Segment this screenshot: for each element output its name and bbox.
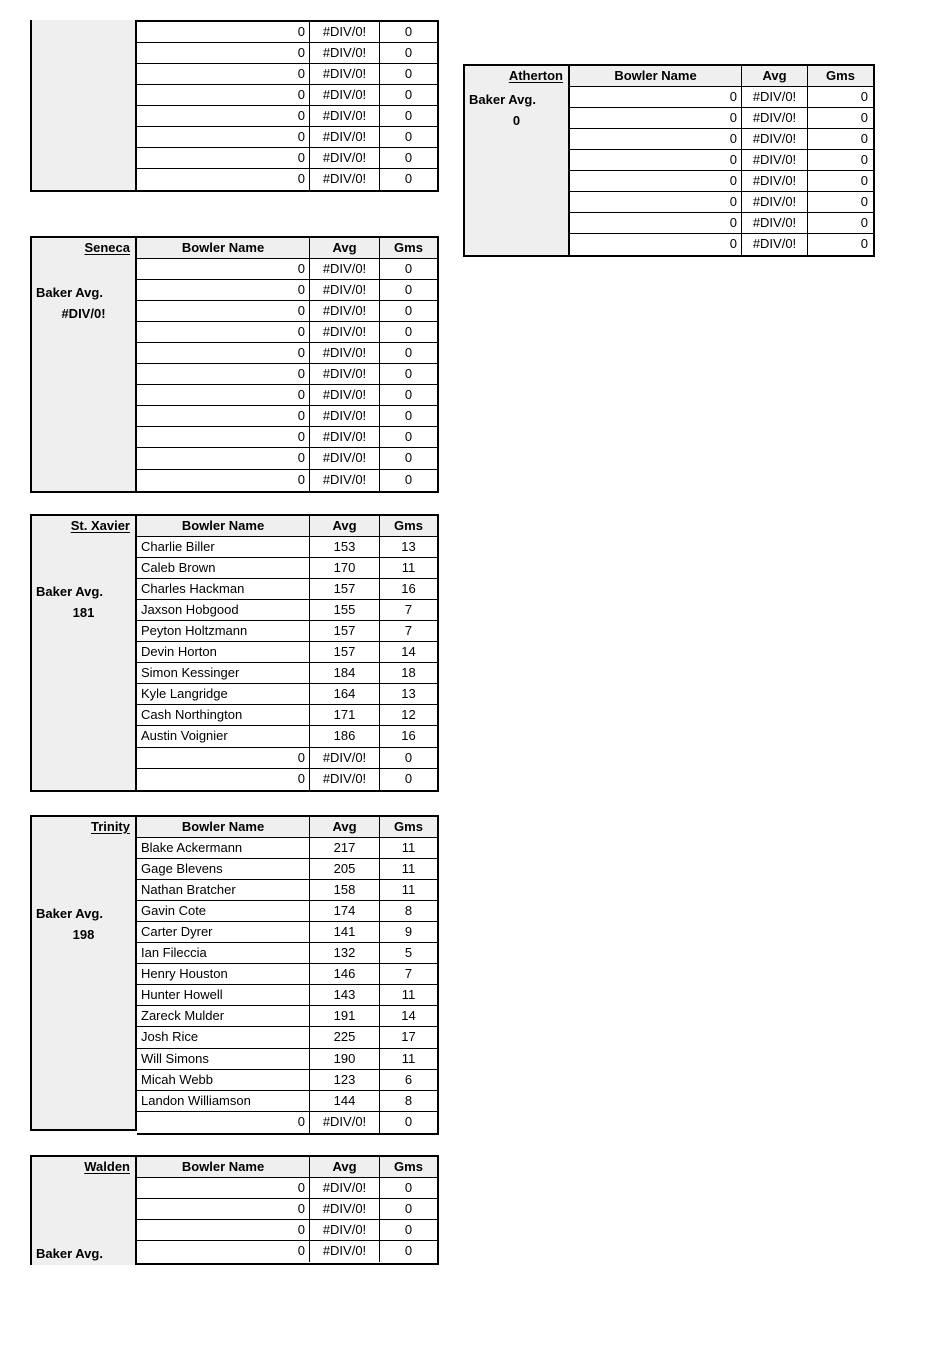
avg-cell[interactable]: #DIV/0! [310,748,380,769]
avg-cell[interactable]: #DIV/0! [310,343,380,364]
bowler-name-cell[interactable]: Kyle Langridge [137,684,310,705]
avg-cell[interactable]: 174 [310,901,380,922]
team-sidebar [463,64,570,257]
gms-cell[interactable]: 0 [380,322,437,343]
team-sidebar [30,1155,137,1265]
column-header-bowler-name[interactable]: Bowler Name [137,1157,310,1178]
bowler-name-cell[interactable]: 0 [137,301,310,322]
gms-cell[interactable]: 0 [808,129,873,150]
gms-cell[interactable]: 0 [860,236,868,252]
gms-cell[interactable]: 11 [380,985,437,1006]
gms-cell[interactable]: 0 [380,301,437,322]
bowler-name-cell[interactable]: 0 [137,448,310,469]
bowler-name-cell[interactable]: 0 [137,85,310,106]
gms-cell[interactable]: 0 [404,1243,413,1259]
gms-cell[interactable]: 0 [404,770,413,786]
avg-cell[interactable]: #DIV/0! [742,234,808,255]
bowler-name-cell[interactable]: Nathan Bratcher [137,880,310,901]
baker-avg-label[interactable]: Baker Avg. [36,906,103,921]
bowler-name-cell[interactable]: 0 [137,64,310,85]
bowler-name-cell[interactable]: Charlie Biller [137,537,310,558]
column-header-gms[interactable]: Gms [380,817,437,838]
gms-cell[interactable]: 0 [380,1178,437,1199]
bowler-name-cell[interactable]: 0 [137,385,310,406]
team-block-continued [30,20,439,192]
baker-avg-block [32,1243,135,1264]
gms-cell[interactable]: 7 [380,621,437,642]
bowler-name-cell[interactable]: 0 [137,769,310,790]
avg-cell[interactable]: 157 [310,642,380,663]
bowler-name-cell[interactable]: 0 [137,1241,310,1262]
team-table [137,20,439,192]
avg-cell[interactable]: #DIV/0! [310,148,380,169]
avg-cell[interactable]: #DIV/0! [310,427,380,448]
avg-cell[interactable]: #DIV/0! [310,280,380,301]
team-sidebar [30,514,137,792]
gms-cell[interactable]: 6 [380,1070,437,1091]
gms-cell[interactable]: 0 [808,108,873,129]
bowler-name-cell[interactable]: 0 [137,1112,310,1133]
bowler-name-cell[interactable]: Caleb Brown [137,558,310,579]
column-header-avg[interactable]: Avg [310,1157,380,1178]
avg-cell[interactable]: 225 [310,1027,380,1048]
avg-cell[interactable]: #DIV/0! [310,301,380,322]
bowler-name-cell[interactable]: 0 [137,748,310,769]
avg-cell[interactable]: 164 [310,684,380,705]
avg-cell[interactable]: #DIV/0! [310,43,380,64]
avg-cell[interactable]: #DIV/0! [310,470,380,491]
bowler-name-cell[interactable]: 0 [137,127,310,148]
gms-cell[interactable]: 8 [380,901,437,922]
baker-avg-block [32,282,135,324]
gms-cell[interactable]: 0 [380,106,437,127]
bowler-name-cell[interactable]: 0 [137,322,310,343]
baker-avg-value[interactable]: 0 [512,113,521,129]
avg-cell[interactable]: #DIV/0! [310,1199,380,1220]
gms-cell[interactable]: 16 [380,726,437,747]
avg-cell[interactable]: 191 [310,1006,380,1027]
avg-cell[interactable]: #DIV/0! [742,87,808,108]
avg-cell[interactable]: #DIV/0! [742,108,808,129]
avg-cell[interactable]: #DIV/0! [310,85,380,106]
team-block-walden [30,1155,439,1265]
avg-cell[interactable]: #DIV/0! [310,1112,380,1133]
bowler-name-cell[interactable]: Josh Rice [137,1027,310,1048]
bowler-name-cell[interactable]: 0 [570,129,742,150]
bowler-name-cell[interactable]: Devin Horton [137,642,310,663]
bowler-name-cell[interactable]: Micah Webb [137,1070,310,1091]
gms-cell[interactable]: 11 [380,558,437,579]
gms-cell[interactable]: 5 [380,943,437,964]
bowler-name-cell[interactable]: 0 [137,1220,310,1241]
baker-avg-label[interactable]: Baker Avg. [469,92,536,107]
team-name-cell[interactable]: Walden [84,1159,130,1174]
gms-cell[interactable]: 0 [380,385,437,406]
team-name-cell[interactable]: Seneca [84,240,130,255]
bowler-name-cell[interactable]: Simon Kessinger [137,663,310,684]
bowler-name-cell[interactable]: 0 [137,259,310,280]
avg-cell[interactable]: #DIV/0! [742,150,808,171]
gms-cell[interactable]: 7 [380,964,437,985]
column-header-bowler-name[interactable]: Bowler Name [137,817,310,838]
avg-cell[interactable]: 155 [310,600,380,621]
bowler-name-cell[interactable]: Ian Fileccia [137,943,310,964]
gms-cell[interactable]: 12 [380,705,437,726]
avg-cell[interactable]: #DIV/0! [742,192,808,213]
gms-cell[interactable]: 16 [380,579,437,600]
avg-cell[interactable]: #DIV/0! [310,169,380,190]
gms-cell[interactable]: 0 [380,343,437,364]
avg-cell[interactable]: 157 [310,621,380,642]
bowler-name-cell[interactable]: 0 [137,106,310,127]
gms-cell[interactable]: 0 [380,1220,437,1241]
avg-cell[interactable]: 144 [310,1091,380,1112]
gms-cell[interactable]: 17 [380,1027,437,1048]
avg-cell[interactable]: 186 [310,726,380,747]
gms-cell[interactable]: 0 [404,471,413,487]
gms-cell[interactable]: 0 [380,22,437,43]
bowler-name-cell[interactable]: 0 [137,470,310,491]
bowler-name-cell[interactable]: 0 [137,1199,310,1220]
gms-cell[interactable]: 11 [380,1049,437,1070]
bowler-name-cell[interactable]: 0 [137,43,310,64]
gms-cell[interactable]: 0 [380,364,437,385]
avg-cell[interactable]: #DIV/0! [310,1241,380,1262]
baker-avg-block [32,903,135,945]
gms-cell[interactable]: 0 [808,150,873,171]
avg-cell[interactable]: 132 [310,943,380,964]
avg-cell[interactable]: #DIV/0! [310,64,380,85]
bowler-name-cell[interactable]: 0 [570,213,742,234]
baker-avg-label[interactable]: Baker Avg. [36,285,103,300]
column-header-avg[interactable]: Avg [310,817,380,838]
gms-cell[interactable]: 8 [380,1091,437,1112]
avg-cell[interactable]: #DIV/0! [310,385,380,406]
bowler-name-cell[interactable]: Gage Blevens [137,859,310,880]
team-sidebar [30,815,137,1131]
avg-cell[interactable]: 171 [310,705,380,726]
team-name-cell[interactable]: St. Xavier [70,518,130,533]
bowler-name-cell[interactable]: 0 [137,406,310,427]
gms-cell[interactable]: 13 [380,537,437,558]
avg-cell[interactable]: #DIV/0! [310,406,380,427]
team-table [137,236,439,493]
column-header-bowler-name[interactable]: Bowler Name [570,66,742,87]
baker-avg-value[interactable]: 181 [72,605,95,621]
bowler-name-cell[interactable]: Landon Williamson [137,1091,310,1112]
gms-cell[interactable]: 0 [404,1113,413,1129]
gms-cell[interactable]: 0 [380,448,437,469]
avg-cell[interactable]: #DIV/0! [310,127,380,148]
gms-cell[interactable]: 13 [380,684,437,705]
gms-cell[interactable]: 0 [380,280,437,301]
bowler-name-cell[interactable]: 0 [570,150,742,171]
avg-cell[interactable]: 146 [310,964,380,985]
gms-cell[interactable]: 0 [380,148,437,169]
gms-cell[interactable]: 0 [380,85,437,106]
gms-cell[interactable]: 0 [808,192,873,213]
avg-cell[interactable]: #DIV/0! [310,1178,380,1199]
gms-cell[interactable]: 14 [380,1006,437,1027]
gms-cell[interactable]: 0 [380,127,437,148]
bowler-name-cell[interactable]: 0 [137,169,310,190]
gms-cell[interactable]: 18 [380,663,437,684]
bowler-name-cell[interactable]: Hunter Howell [137,985,310,1006]
gms-cell[interactable]: 11 [380,880,437,901]
baker-avg-block [465,89,568,131]
team-table [137,1155,439,1265]
bowler-name-cell[interactable]: Charles Hackman [137,579,310,600]
bowler-name-cell[interactable]: Cash Northington [137,705,310,726]
avg-cell[interactable]: #DIV/0! [310,259,380,280]
column-header-gms[interactable]: Gms [380,516,437,537]
gms-cell[interactable]: 0 [404,171,413,187]
bowler-name-cell[interactable]: Gavin Cote [137,901,310,922]
team-block-atherton [463,64,875,257]
baker-avg-value[interactable]: 198 [72,927,95,943]
avg-cell[interactable]: 205 [310,859,380,880]
team-block-seneca [30,236,439,493]
avg-cell[interactable]: #DIV/0! [310,448,380,469]
avg-cell[interactable]: 123 [310,1070,380,1091]
column-header-gms[interactable]: Gms [808,66,873,87]
avg-cell[interactable]: #DIV/0! [310,22,380,43]
team-block-trinity [30,815,439,1135]
avg-cell[interactable]: #DIV/0! [310,106,380,127]
bowler-name-cell[interactable]: Henry Houston [137,964,310,985]
bowler-name-cell[interactable]: 0 [137,364,310,385]
bowler-name-cell[interactable]: 0 [137,280,310,301]
team-block-st-xavier [30,514,439,792]
baker-avg-value[interactable]: #DIV/0! [61,306,106,322]
gms-cell[interactable]: 0 [380,1199,437,1220]
bowler-name-cell[interactable]: 0 [137,22,310,43]
gms-cell[interactable]: 7 [380,600,437,621]
gms-cell[interactable]: 0 [380,406,437,427]
avg-cell[interactable]: 170 [310,558,380,579]
gms-cell[interactable]: 0 [808,213,873,234]
bowler-name-cell[interactable]: 0 [137,343,310,364]
gms-cell[interactable]: 0 [808,87,873,108]
baker-avg-block [32,581,135,623]
baker-avg-label[interactable]: Baker Avg. [36,1246,103,1261]
team-name-cell[interactable]: Atherton [508,68,563,83]
team-sidebar [30,236,137,493]
bowler-name-cell[interactable]: 0 [137,148,310,169]
gms-cell[interactable]: 0 [808,171,873,192]
avg-cell[interactable]: 184 [310,663,380,684]
avg-cell[interactable]: #DIV/0! [742,213,808,234]
gms-cell[interactable]: 0 [380,43,437,64]
bowler-name-cell[interactable]: Will Simons [137,1049,310,1070]
avg-cell[interactable]: #DIV/0! [310,322,380,343]
column-header-avg[interactable]: Avg [310,516,380,537]
avg-cell[interactable]: #DIV/0! [742,129,808,150]
team-table [137,514,439,792]
column-header-gms[interactable]: Gms [380,1157,437,1178]
team-sidebar [30,20,137,192]
column-header-bowler-name[interactable]: Bowler Name [137,238,310,259]
bowler-name-cell[interactable]: Jaxson Hobgood [137,600,310,621]
avg-cell[interactable]: 157 [310,579,380,600]
team-table [570,64,875,257]
bowler-name-cell[interactable]: Peyton Holtzmann [137,621,310,642]
gms-cell[interactable]: 0 [380,259,437,280]
team-table [137,815,439,1135]
baker-avg-label[interactable]: Baker Avg. [36,584,103,599]
avg-cell[interactable]: 190 [310,1049,380,1070]
bowler-name-cell[interactable]: 0 [570,87,742,108]
gms-cell[interactable]: 0 [380,748,437,769]
avg-cell[interactable]: 143 [310,985,380,1006]
team-name-cell[interactable]: Trinity [90,819,130,834]
column-header-avg[interactable]: Avg [742,66,808,87]
bowler-name-cell[interactable]: 0 [137,1178,310,1199]
bowler-name-cell[interactable]: 0 [570,171,742,192]
gms-cell[interactable]: 11 [380,859,437,880]
column-header-gms[interactable]: Gms [380,238,437,259]
avg-cell[interactable]: #DIV/0! [742,171,808,192]
bowler-name-cell[interactable]: Zareck Mulder [137,1006,310,1027]
avg-cell[interactable]: #DIV/0! [310,769,380,790]
gms-cell[interactable]: 0 [380,64,437,85]
bowler-name-cell[interactable]: Blake Ackermann [137,838,310,859]
avg-cell[interactable]: #DIV/0! [310,364,380,385]
bowler-name-cell[interactable]: Austin Voignier [137,726,310,747]
avg-cell[interactable]: 158 [310,880,380,901]
column-header-bowler-name[interactable]: Bowler Name [137,516,310,537]
avg-cell[interactable]: 153 [310,537,380,558]
bowler-name-cell[interactable]: Carter Dyrer [137,922,310,943]
column-header-avg[interactable]: Avg [310,238,380,259]
avg-cell[interactable]: 217 [310,838,380,859]
avg-cell[interactable]: 141 [310,922,380,943]
bowler-name-cell[interactable]: 0 [570,234,742,255]
gms-cell[interactable]: 11 [380,838,437,859]
bowler-name-cell[interactable]: 0 [570,192,742,213]
gms-cell[interactable]: 14 [380,642,437,663]
avg-cell[interactable]: #DIV/0! [310,1220,380,1241]
bowler-name-cell[interactable]: 0 [570,108,742,129]
bowler-name-cell[interactable]: 0 [137,427,310,448]
gms-cell[interactable]: 0 [380,427,437,448]
gms-cell[interactable]: 9 [380,922,437,943]
